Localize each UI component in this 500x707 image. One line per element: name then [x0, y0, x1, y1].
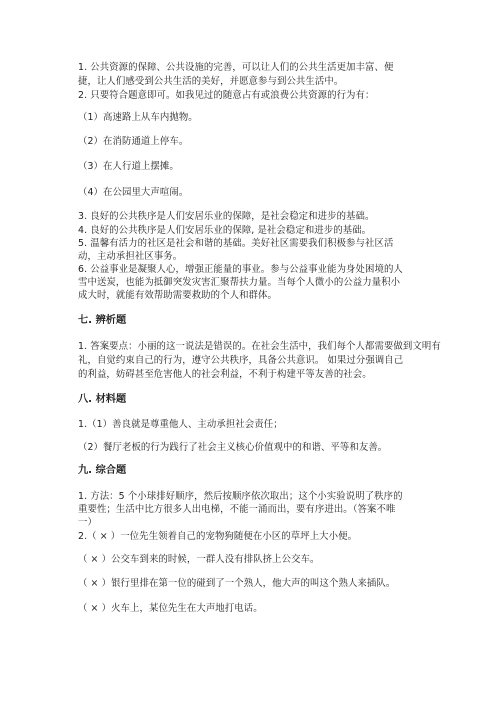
- text-line: 重要性；生活中比方很多人出电梯，不能一涌而出，要有序进出。（答案不唯: [78, 504, 396, 515]
- text-line: 3. 良好的公共秩序是人们安居乐业的保障，是社会稳定和进步的基础。: [78, 211, 375, 222]
- text-line: 动，主动承担社区事务。: [78, 251, 183, 262]
- text-line: （ × ）火车上，某位先生在大声地打电话。: [78, 603, 263, 614]
- text-line: 捷，让人们感受到公共生活的美好，并愿意参与到公共生活中。: [78, 76, 344, 87]
- text-line: 一）: [78, 517, 97, 528]
- section-heading: 九. 综合题: [78, 465, 127, 476]
- text-line: （2）在消防通道上停车。: [78, 136, 189, 147]
- text-line: 4. 良好的公共秩序是人们安居乐业的保障, 是社会稳定和进步的基础。: [78, 225, 372, 236]
- text-line: 1. 方法：5 个小球排好顺序，然后按顺序依次取出；这个小实验说明了秩序的: [78, 491, 403, 502]
- text-line: 2. 只要符合题意即可。如我见过的随意占有或浪费公共资源的行为有：: [78, 90, 375, 101]
- text-line: 雪中送炭，也能为抵御突发灾害汇聚帮扶力量。当每个人微小的公益力量积小: [78, 277, 401, 288]
- text-line: 1. 公共资源的保障、公共设施的完善，可以让人们的公共生活更加丰富、便: [78, 62, 394, 73]
- text-line: 5. 温馨有活力的社区是社会和谐的基础。美好社区需要我们积极参与社区活: [78, 238, 394, 249]
- text-line: （2）餐厅老板的行为践行了社会主义核心价值观中的和谐、平等和友善。: [78, 442, 388, 453]
- section-heading: 八. 材料题: [78, 394, 127, 405]
- text-line: 2.（ × ）一位先生领着自己的宠物狗随便在小区的草坪上大小便。: [78, 531, 358, 542]
- text-line: 1.（1）善良就是尊重他人、主动承担社会责任；: [78, 419, 283, 430]
- text-line: （1）高速路上从车内抛物。: [78, 112, 198, 123]
- text-line: （ × ）公交车到来的时候，一群人没有排队挤上公交车。: [78, 554, 320, 565]
- text-line: 成大时，就能有效帮助需要救助的个人和群体。: [78, 290, 277, 301]
- text-line: 礼，自觉约束自己的行为，遵守公共秩序，具备公共意识。 如果过分强调自己: [78, 355, 404, 366]
- text-line: 的利益，妨碍甚至危害他人的社会利益，不利于构建平等友善的社会。: [78, 369, 372, 380]
- text-line: 1. 答案要点：小丽的这一说法是错误的。在社会生活中，我们每个人都需要做到文明有: [78, 341, 441, 352]
- section-heading: 七. 辨析题: [78, 315, 127, 326]
- text-line: （4）在公园里大声喧闹。: [78, 187, 189, 198]
- text-line: （ × ）银行里排在第一位的碰到了一个熟人，他大声的叫这个熟人来插队。: [78, 578, 396, 589]
- text-line: 6. 公益事业是凝聚人心，增强正能量的事业。参与公益事业能为身处困境的人: [78, 264, 403, 275]
- text-line: （3）在人行道上摆摊。: [78, 161, 179, 172]
